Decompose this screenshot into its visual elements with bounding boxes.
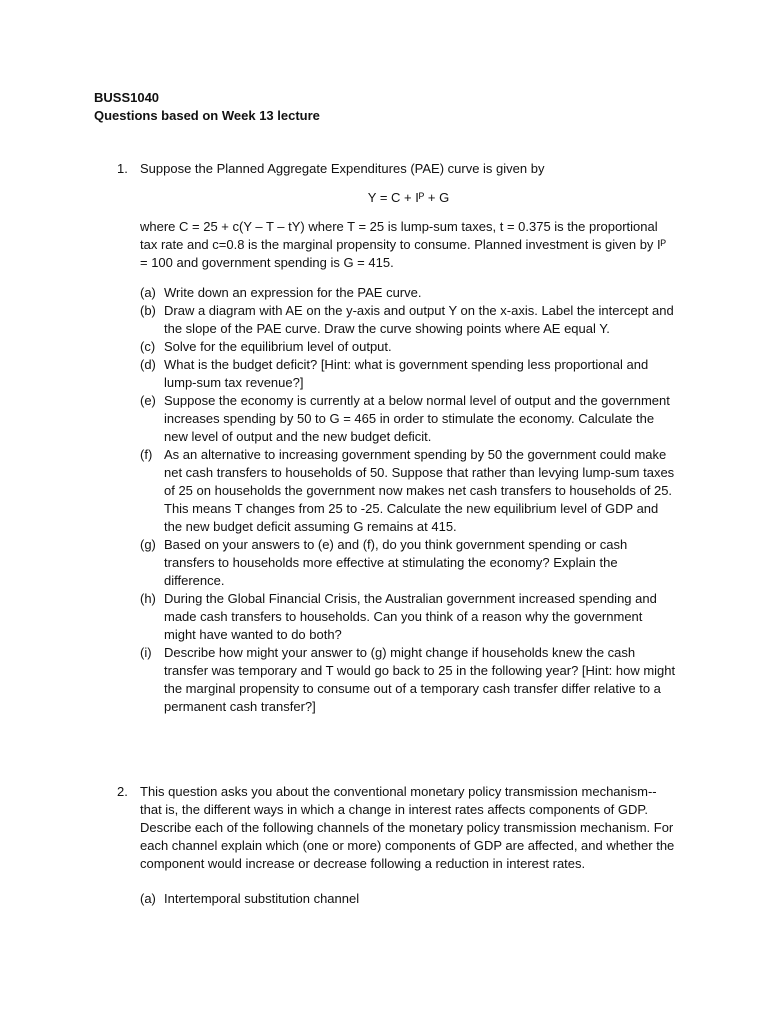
sub-question-a: (a) Intertemporal substitution channel xyxy=(140,891,360,906)
sub-question-list xyxy=(140,284,677,716)
question-number: 1. xyxy=(117,161,128,176)
sub-question-c: (c) Solve for the equilibrium level of output. xyxy=(140,339,392,354)
lecture-subtitle: Questions based on Week 13 lecture xyxy=(94,108,320,123)
pae-equation: Y = C + Iᴾ + G xyxy=(367,190,450,205)
question-description: where C = 25 + c(Y – T – tY) where T = 25 is lump-sum taxes, t = 0.375 is the proportional tax rate and c=0.8 is the marginal propensity to consume. Planned investment is given by Iᴾ = 100 and government spending is G = 415. xyxy=(140,219,667,270)
course-code: BUSS1040 xyxy=(94,90,160,105)
sub-question-d: (d) What is the budget deficit? [Hint: what is government spending less proportional and lump-sum tax revenue?] xyxy=(140,357,649,390)
course-header xyxy=(94,89,320,125)
sub-question-g: (g) Based on your answers to (e) and (f), do you think government spending or cash transfers to households more effective at stimulating the economy? Explain the difference. xyxy=(140,537,628,588)
question-number: 2. xyxy=(117,784,128,799)
sub-question-f: (f) As an alternative to increasing government spending by 50 the government could make net cash transfers to households of 50. Suppose that rather than levying lump-sum taxes of 25 on households the government now makes net cash transfers to households of 25. This means T changes from 25 to -25. Calculate the new equilibrium level of GDP and the new budget deficit assuming G remains at 415. xyxy=(140,447,675,534)
sub-question-b: (b) Draw a diagram with AE on the y-axis and output Y on the x-axis. Label the intercept and the slope of the PAE curve. Draw the curve showing points where AE equal Y. xyxy=(140,303,674,336)
question-description: This question asks you about the conventional monetary policy transmission mechanism--that is, the different ways in which a change in interest rates affects components of GDP. Describe each of the following channels of the monetary policy transmission mechanism. For each channel explain which (one or more) components of GDP are affected, and whether the component would increase or decrease following a reduction in interest rates. xyxy=(140,784,675,871)
sub-question-list xyxy=(140,890,677,908)
question-intro: Suppose the Planned Aggregate Expenditures (PAE) curve is given by xyxy=(140,161,545,176)
question-2 xyxy=(117,783,677,908)
sub-question-h: (h) During the Global Financial Crisis, the Australian government increased spending and made cash transfers to households. Can you think of a reason why the government might have wanted to do both? xyxy=(140,591,657,642)
sub-question-e: (e) Suppose the economy is currently at a below normal level of output and the government increases spending by 50 to G = 465 in order to stimulate the economy. Calculate the new level of output and the new budget deficit. xyxy=(140,393,670,444)
question-1 xyxy=(117,160,677,716)
sub-question-i: (i) Describe how might your answer to (g) might change if households knew the cash transfer was temporary and T would go back to 25 in the following year? [Hint: how might the marginal propensity to consume out of a temporary cash transfer differ relative to a permanent cash transfer?] xyxy=(140,645,676,714)
sub-question-a: (a) Write down an expression for the PAE curve. xyxy=(140,285,422,300)
